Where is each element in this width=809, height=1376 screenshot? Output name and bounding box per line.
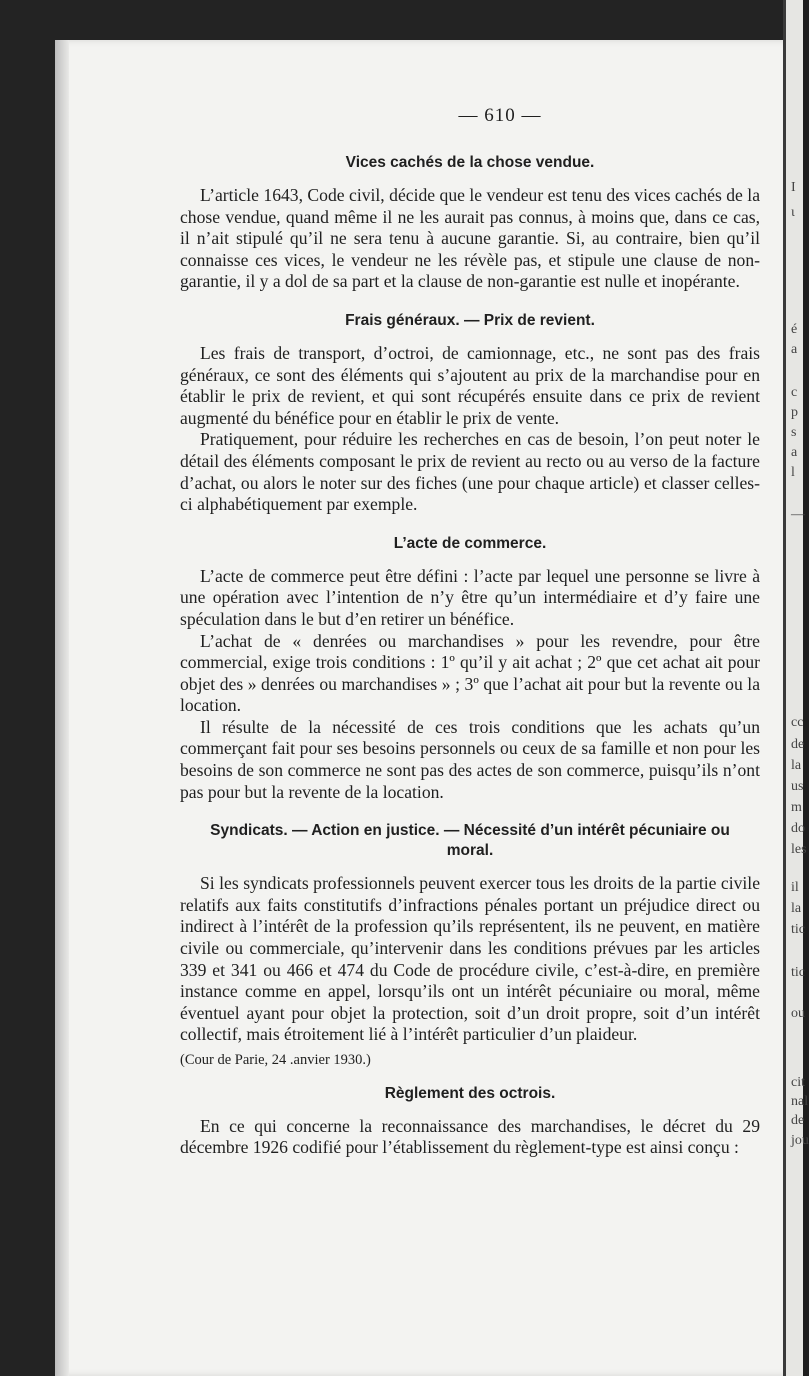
margin-fragment: tic — [791, 965, 805, 980]
margin-fragment: nal — [791, 1094, 809, 1109]
margin-fragment: la — [791, 758, 802, 773]
section-heading: Règlement des octrois. — [384, 1084, 556, 1102]
section-syndicats — [180, 821, 760, 1071]
margin-fragment: cc — [791, 715, 804, 730]
paragraph: Si les syndicats professionnels peuvent exercer tous les droits de la partie civile relatifs aux faits constitutifs d’infractions pénales portant un préjudice direct ou indirect à l’intérêt de la profession qu’ils représentent, ils ne peuvent, en matière civile ou commerciale, qu’intervenir dans les conditions prévues par les articles 339 et 341 ou 466 et 474 du Code de procédure civile, c’est-à-dire, en première instance comme en appel, lorsqu’ils ont un intérêt pécuniaire ou moral, même éventuel ayant pour objet la protection, soit d’un droit propre, soit d’un intérêt collectif, mais étroitement lié à l’intérêt particulier d’un plaideur. — [180, 873, 760, 1045]
margin-fragment: I — [791, 180, 796, 195]
section-vices-caches — [180, 153, 760, 293]
margin-fragment: de — [791, 737, 805, 752]
section-reglement-octrois — [180, 1084, 760, 1159]
margin-fragment: l — [791, 465, 795, 480]
margin-fragment: us — [791, 779, 804, 794]
section-heading: Syndicats. — Action en justice. — Nécessité d’un intérêt pécuniaire ou moral. — [210, 822, 730, 860]
paragraph: Les frais de transport, d’octroi, de camionnage, etc., ne sont pas des frais généraux, ce sont des éléments qui s’ajoutent au prix de la marchandise pour en établir le prix de revient, et qui sont récupérés ensuite dans ce prix de revient augmenté du bénéfice pour en établir le prix de vente. — [180, 342, 760, 428]
margin-fragment: do — [791, 821, 805, 836]
margin-fragment: c — [791, 385, 798, 400]
paragraph: L’article 1643, Code civil, décide que le vendeur est tenu des vices cachés de la chose vendue, quand même il ne les aurait pas connus, à moins que, dans ce cas, il n’ait stipulé qu’il ne sera tenu à aucune garantie. Si, au contraire, bien qu’il connaisse ces vices, le vendeur ne les révèle pas, et stipule une clause de non-garantie, il y a dol de sa part et la clause de non-garantie est nulle et inopérante. — [180, 185, 760, 292]
paragraph: Il résulte de la nécessité de ces trois conditions que les achats qu’un commerçant fait pour ses besoins personnels ou ceux de sa famille et non pour les besoins de son commerce ne sont pas des actes de son commerce, puisqu’ils n’ont pas pour but la revente de la location. — [180, 716, 760, 802]
margin-fragment: les — [791, 842, 807, 857]
section-acte-de-commerce — [180, 534, 760, 804]
page-text-column — [180, 105, 760, 1159]
adjacent-page-edge — [783, 0, 809, 1376]
margin-fragment: il — [791, 880, 799, 895]
page-binding-edge — [55, 40, 69, 1376]
page-number: — 610 — — [458, 105, 542, 126]
margin-fragment: é — [791, 322, 798, 337]
margin-fragment: tic — [791, 922, 805, 937]
margin-fragment: de — [791, 1113, 805, 1128]
paragraph: L’acte de commerce peut être défini : l’acte par lequel une personne se livre à une opération avec l’intention de n’y être qu’un intermédiaire et d’y faire une spéculation dans le but d’en retirer un bénéfice. — [180, 565, 760, 629]
margin-fragment: a — [791, 342, 798, 357]
margin-fragment: jou — [791, 1133, 809, 1148]
paragraph: Pratiquement, pour réduire les recherches en cas de besoin, l’on peut noter le détail des éléments composant le prix de revient au recto ou au verso de la facture d’achat, ou alors le noter sur des fiches (une pour chaque article) et classer celles-ci alphabétiquement par exemple. — [180, 429, 760, 515]
margin-fragment: la — [791, 901, 802, 916]
margin-fragment: cit — [791, 1075, 805, 1090]
margin-fragment: ou — [791, 1006, 805, 1021]
section-heading: Frais généraux. — Prix de revient. — [345, 311, 595, 329]
margin-fragment: m — [791, 800, 802, 815]
margin-fragment: p — [791, 405, 798, 420]
margin-fragment: — — [791, 507, 805, 522]
section-heading: L’acte de commerce. — [393, 534, 547, 552]
paragraph: L’achat de « denrées ou marchandises » pour les revendre, pour être commercial, exige trois conditions : 1º qu’il y ait achat ; 2º que cet achat ait pour objet des » denrées ou marchandises » ; 3º que l’achat ait pour but la revente ou la location. — [180, 630, 760, 716]
section-frais-generaux — [180, 311, 760, 516]
paragraph: En ce qui concerne la reconnaissance des marchandises, le décret du 29 décembre 1926 codifié pour l’établissement du règlement-type est ainsi conçu : — [180, 1115, 760, 1158]
margin-fragment: s — [791, 425, 797, 440]
court-citation: (Cour de Parie, 24 .anvier 1930.) — [180, 1052, 371, 1068]
section-heading: Vices cachés de la chose vendue. — [345, 154, 595, 171]
margin-fragment: ι — [791, 205, 795, 220]
margin-fragment: a — [791, 445, 798, 460]
